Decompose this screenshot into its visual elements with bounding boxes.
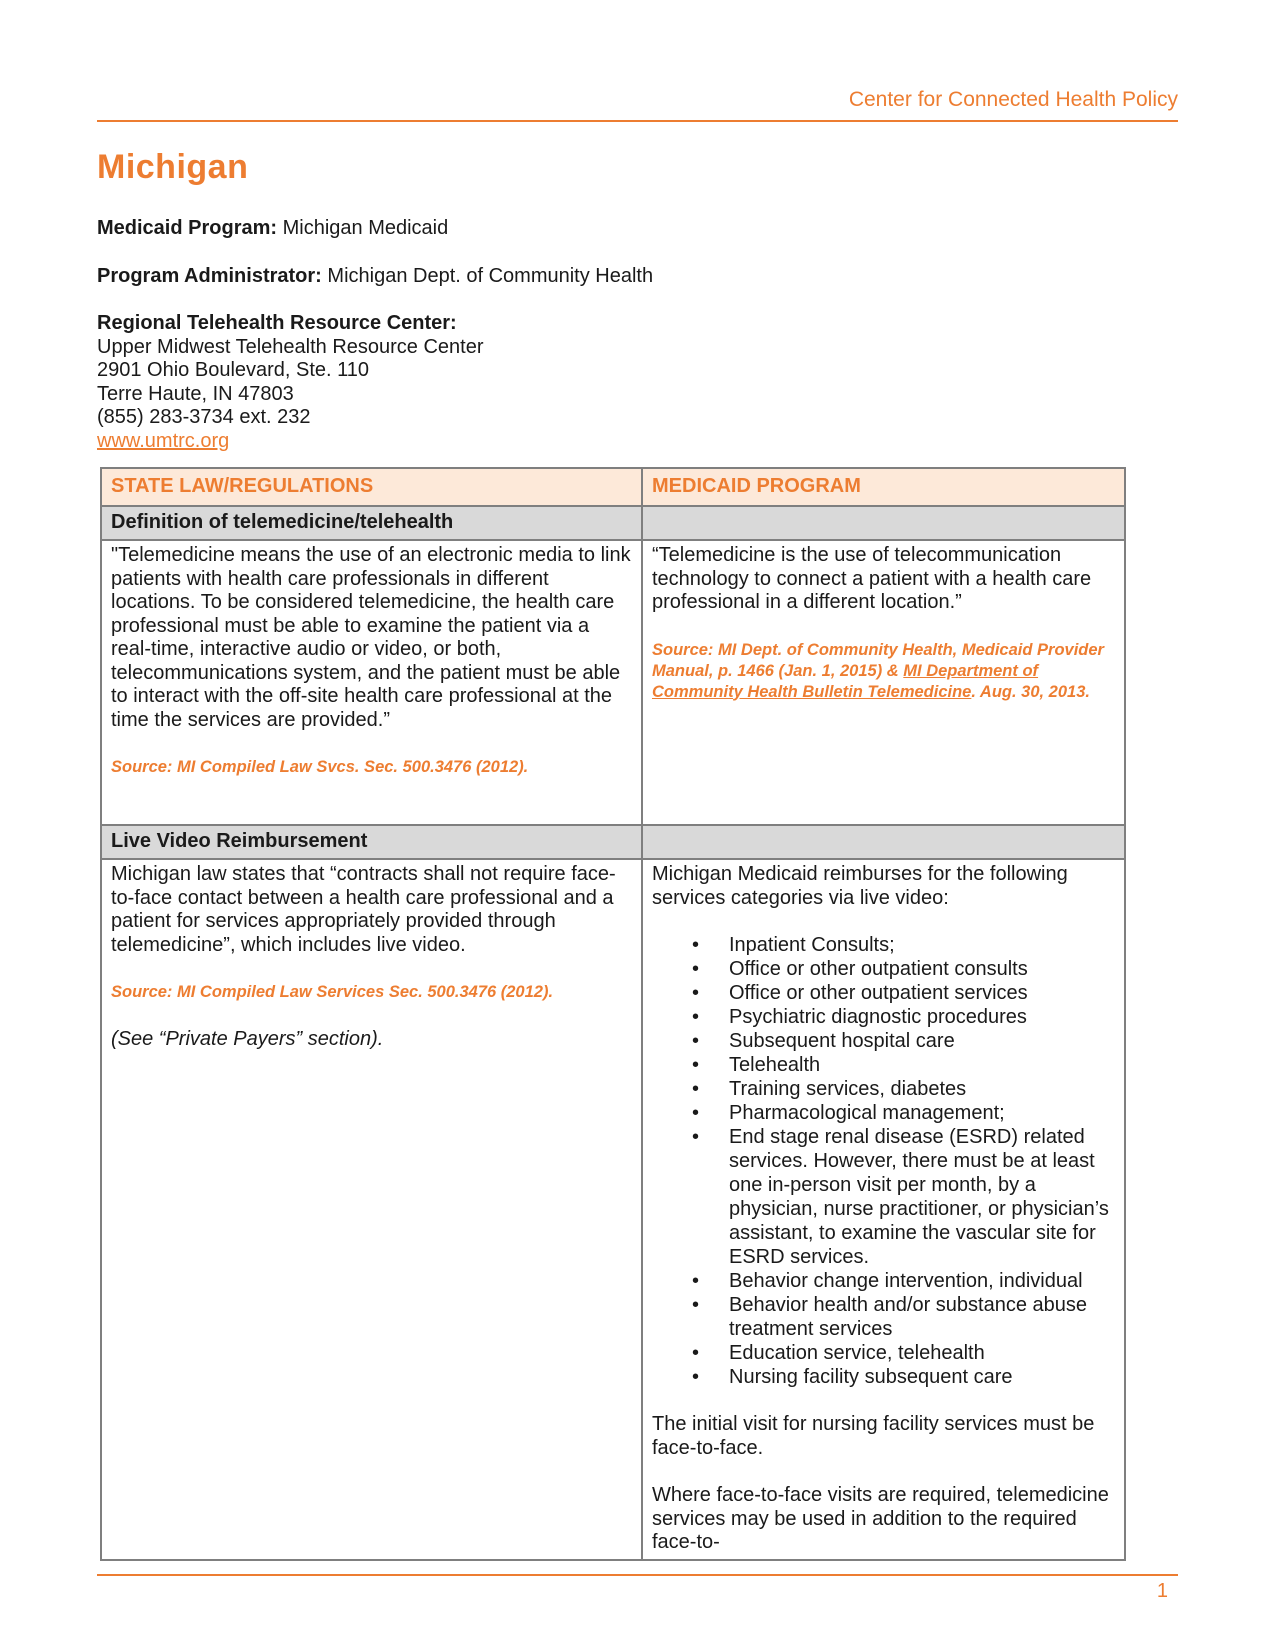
medicaid-program-line [97, 217, 1178, 241]
resource-center-block [97, 312, 1178, 453]
live-video-state-law-cell [101, 859, 642, 1560]
resource-center-url-link[interactable]: www.umtrc.org [97, 429, 230, 452]
definition-medicaid-cell [642, 540, 1125, 825]
list-item: • End stage renal disease (ESRD) related services. However, there must be at least one in-person visit per month, by a physician, nurse practitioner, or physician’s assistant, to examine the vascular site for ESRD services. [692, 1125, 1115, 1269]
resource-center-name: Upper Midwest Telehealth Resource Center [97, 335, 484, 358]
section-title-definition: Definition of telemedicine/telehealth [101, 506, 642, 540]
live-video-medicaid-cell [642, 859, 1125, 1560]
resource-center-address1: 2901 Ohio Boulevard, Ste. 110 [97, 359, 370, 381]
definition-state-law-cell [101, 540, 642, 825]
section-row-definition-spacer [642, 506, 1125, 540]
page-title: Michigan [97, 148, 249, 186]
list-item: • Pharmacological management; [692, 1101, 1115, 1125]
definition-state-law-source: Source: MI Compiled Law Svcs. Sec. 500.3476 (2012). [111, 758, 529, 776]
list-item: • Subsequent hospital care [692, 1029, 1115, 1053]
section-title-live-video: Live Video Reimbursement [101, 825, 642, 859]
reimbursed-services-list [652, 933, 1115, 1389]
resource-center-label: Regional Telehealth Resource Center: [97, 312, 457, 334]
live-video-state-law-text: Michigan law states that “contracts shall not require face-to-face contact between a health care professional and a patient for services appropriately provided through telemedicine”, which includes live video. [111, 863, 616, 956]
section-row-definition [101, 506, 1125, 540]
list-item: • Behavior change intervention, individual [692, 1269, 1115, 1293]
column-header-medicaid-program: MEDICAID PROGRAM [642, 468, 1125, 506]
column-header-state-law: STATE LAW/REGULATIONS [101, 468, 642, 506]
nursing-facility-note: The initial visit for nursing facility services must be face-to-face. [652, 1413, 1095, 1459]
program-admin-value: Michigan Dept. of Community Health [327, 264, 654, 287]
definition-medicaid-source-link[interactable]: MI Department of Community Health Bulletin Telemedicine [652, 661, 1039, 701]
brand-header: Center for Connected Health Policy [848, 88, 1178, 111]
page-number: 1 [1156, 1580, 1168, 1602]
header-rule [97, 120, 1178, 122]
section-row-live-video [101, 825, 1125, 859]
medicaid-program-value: Michigan Medicaid [282, 217, 449, 239]
table-header-row [101, 468, 1125, 506]
policy-table [100, 467, 1126, 1561]
definition-medicaid-source-prefix: Source: MI Dept. of Community Health, Medicaid Provider Manual, p. 1466 (Jan. 1, 2015) & [652, 640, 1104, 680]
section-row-live-video-spacer [642, 825, 1125, 859]
list-item: • Behavior health and/or substance abuse treatment services [692, 1293, 1115, 1341]
definition-state-law-text: "Telemedicine means the use of an electronic media to link patients with health care professionals in different locations. To be considered telemedicine, the health care professional must be able to examine the patient via a real-time, interactive audio or video, or both, telecommunications system, and the patient must be able to interact with the off-site health care professional at the time the services are provided.” [111, 544, 631, 731]
medicaid-program-label: Medicaid Program: [97, 217, 278, 239]
live-video-state-law-source: Source: MI Compiled Law Services Sec. 500.3476 (2012). [111, 983, 554, 1001]
program-admin-label: Program Administrator: [97, 264, 322, 287]
live-video-content-row [101, 859, 1125, 1560]
resource-center-phone: (855) 283-3734 ext. 232 [97, 406, 311, 428]
program-admin-line [97, 265, 1178, 289]
live-video-medicaid-intro: Michigan Medicaid reimburses for the following services categories via live video: [652, 863, 1068, 909]
list-item: • Telehealth [692, 1053, 1115, 1077]
face-to-face-note: Where face-to-face visits are required, telemedicine services may be used in addition to the required face-to- [652, 1484, 1109, 1553]
definition-medicaid-text: “Telemedicine is the use of telecommunication technology to connect a patient with a health care professional in a different location.” [652, 544, 1092, 613]
list-item: • Training services, diabetes [692, 1077, 1115, 1101]
definition-content-row [101, 540, 1125, 825]
list-item: • Psychiatric diagnostic procedures [692, 1005, 1115, 1029]
list-item: • Inpatient Consults; [692, 933, 1115, 957]
resource-center-address2: Terre Haute, IN 47803 [97, 382, 294, 405]
list-item: • Office or other outpatient services [692, 981, 1115, 1005]
definition-medicaid-source [652, 640, 1115, 703]
list-item: • Nursing facility subsequent care [692, 1365, 1115, 1389]
definition-medicaid-source-suffix: . Aug. 30, 2013. [971, 682, 1090, 701]
footer-rule [97, 1574, 1178, 1576]
live-video-private-payers-note: (See “Private Payers” section). [111, 1028, 384, 1050]
page-footer [97, 1566, 1178, 1603]
list-item: • Education service, telehealth [692, 1341, 1115, 1365]
list-item: • Office or other outpatient consults [692, 957, 1115, 981]
